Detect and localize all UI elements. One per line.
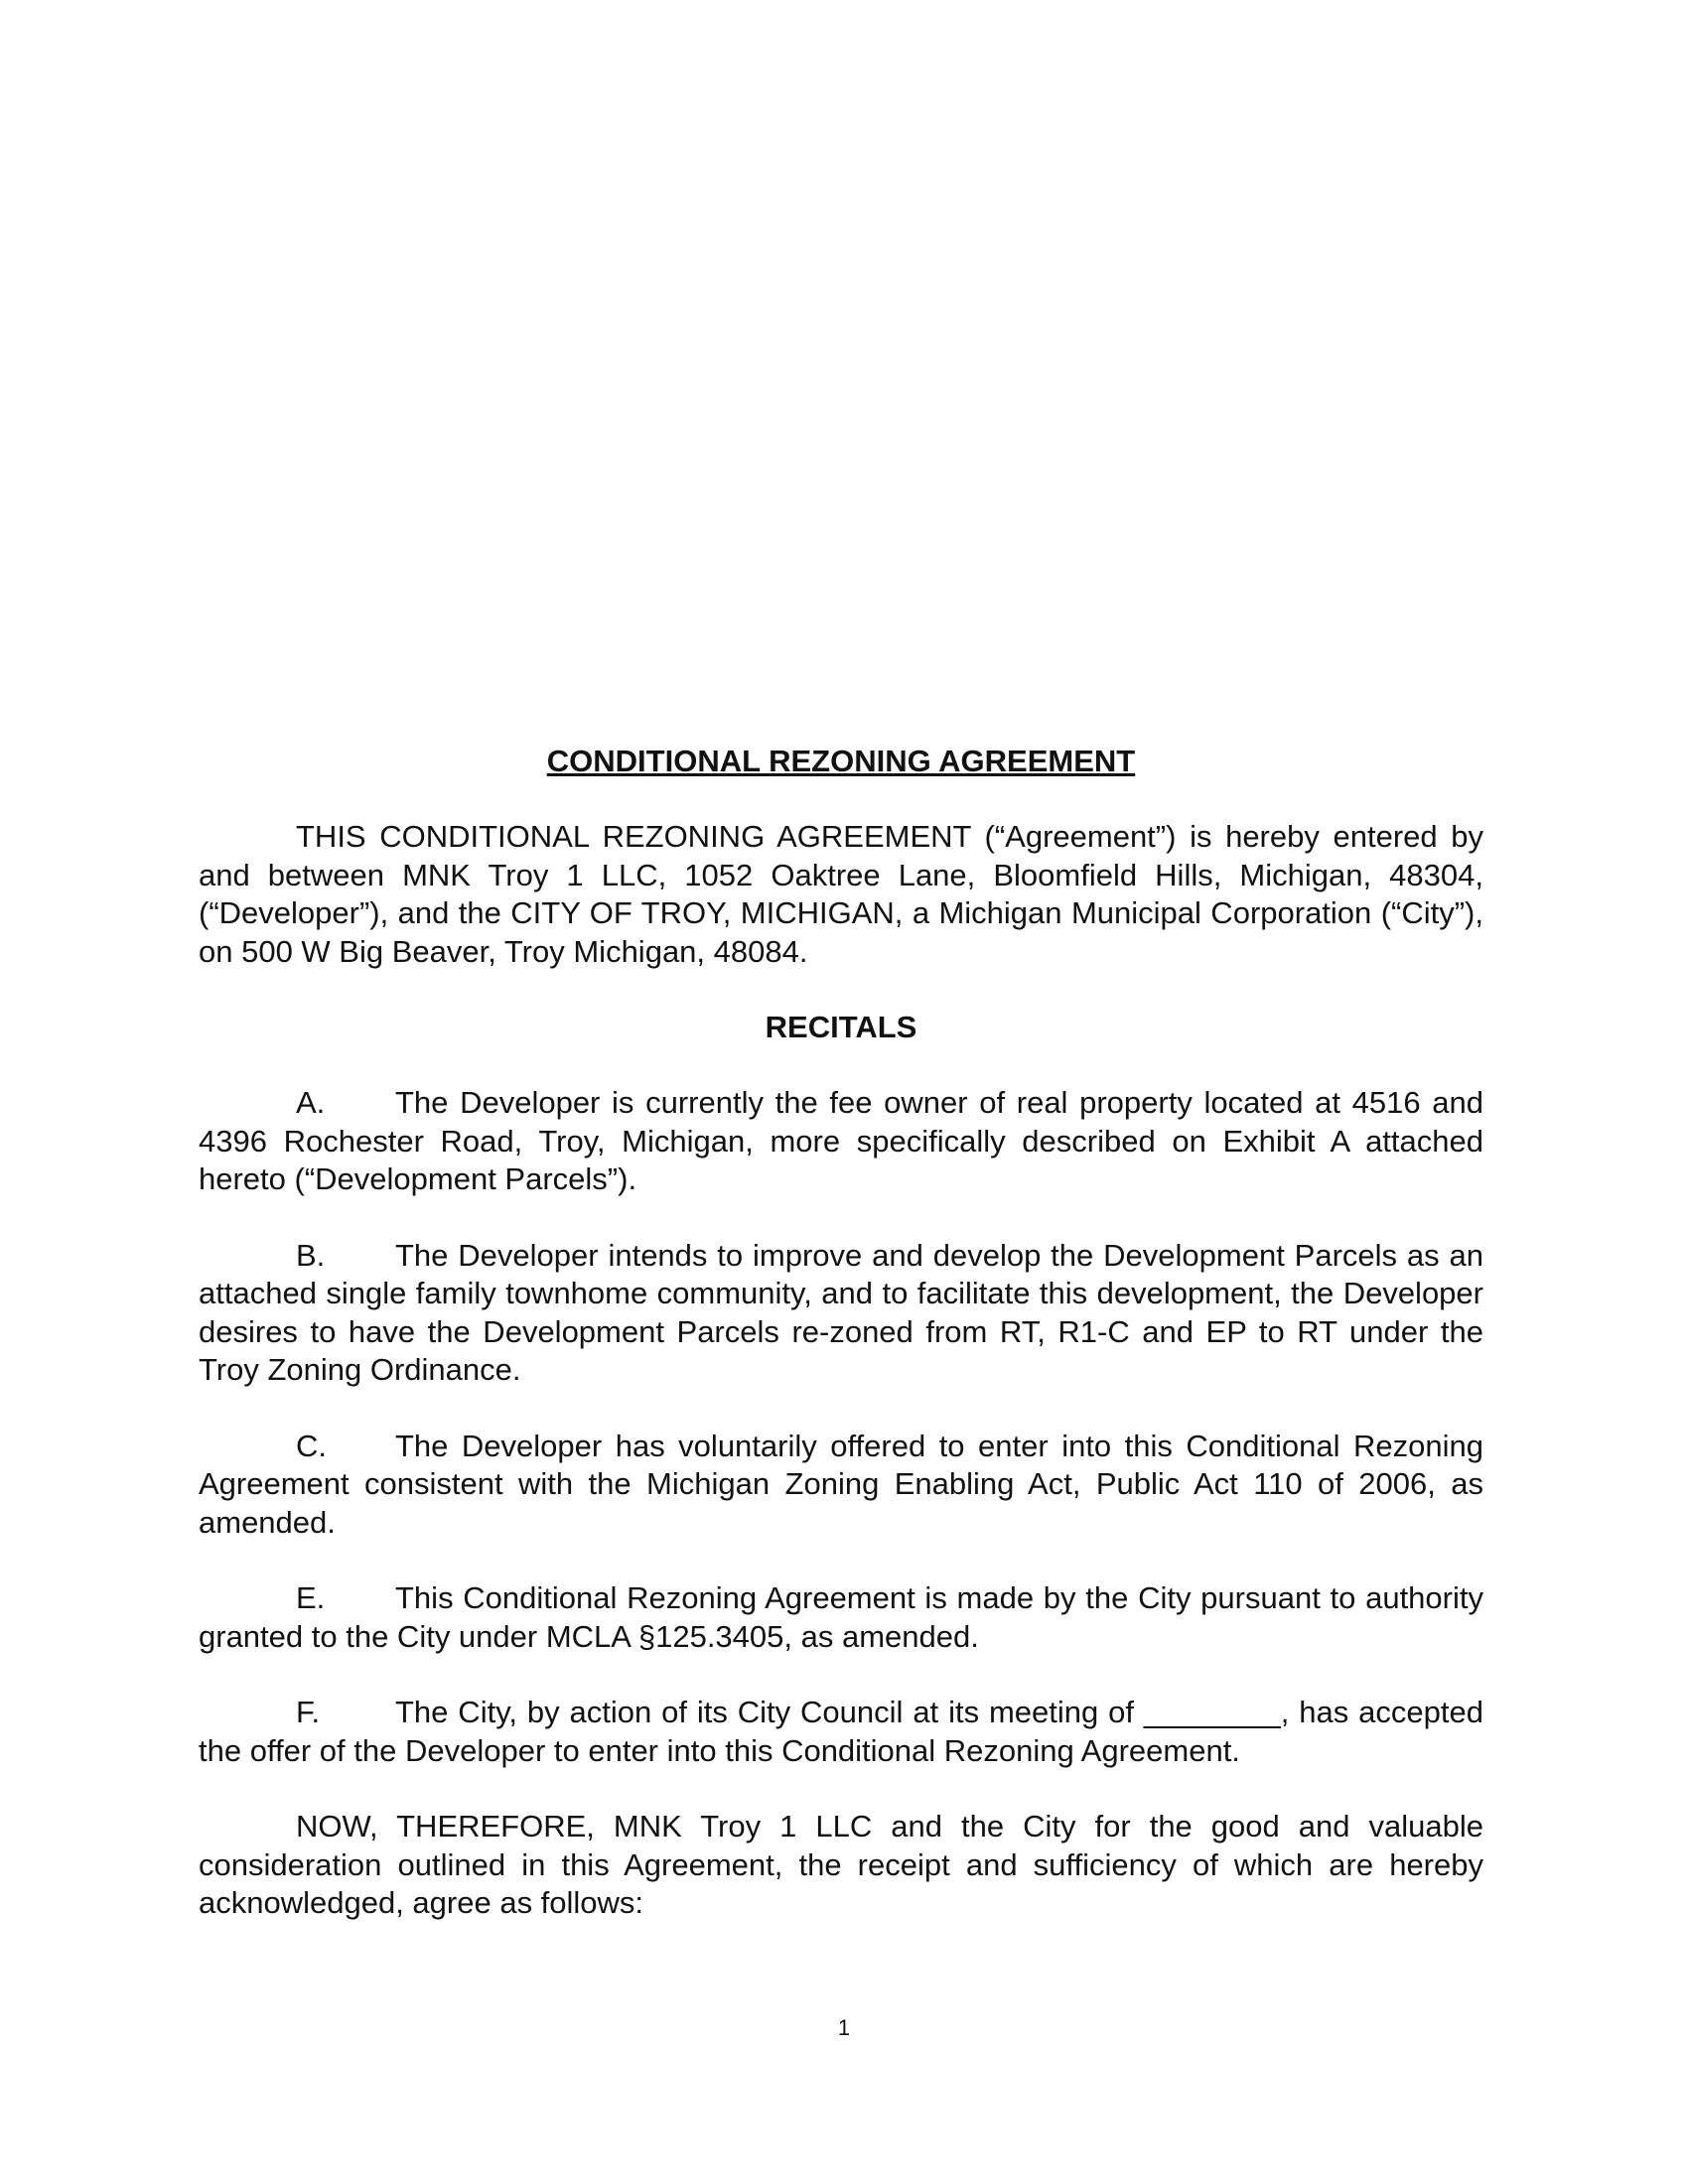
recital-letter: A.	[296, 1085, 326, 1120]
recital-text: The City, by action of its City Council at its meeting of ________, has accepted the offer of the Developer to enter into this Conditional Rezoning Agreement.	[199, 1695, 1483, 1768]
recital-text: This Conditional Rezoning Agreement is made by the City pursuant to authority granted to the City under MCLA §125.3405, as amended.	[199, 1580, 1483, 1654]
recital-e	[199, 1579, 1483, 1656]
document-body	[199, 743, 1483, 1923]
recitals-heading: RECITALS	[765, 1010, 917, 1044]
recital-text: The Developer is currently the fee owner of real property located at 4516 and 4396 Rochester Road, Troy, Michigan, more specifically described on Exhibit A attached hereto (“Development Parcels”).	[199, 1085, 1483, 1196]
recital-f	[199, 1694, 1483, 1770]
intro-paragraph: THIS CONDITIONAL REZONING AGREEMENT (“Agreement”) is hereby entered by and between MNK Troy 1 LLC, 1052 Oaktree Lane, Bloomfield Hills, Michigan, 48304, (“Developer”), and the CITY OF TROY, MICHIGAN, a Michigan Municipal Corporation (“City”), on 500 W Big Beaver, Troy Michigan, 48084.	[199, 819, 1483, 969]
recital-c	[199, 1428, 1483, 1543]
recital-text: The Developer has voluntarily offered to enter into this Conditional Rezoning Agreement consistent with the Michigan Zoning Enabling Act, Public Act 110 of 2006, as amended.	[199, 1428, 1483, 1540]
recital-letter: B.	[296, 1237, 326, 1273]
recital-letter: C.	[296, 1428, 327, 1463]
recital-text: The Developer intends to improve and develop the Development Parcels as an attached single family townhome community, and to facilitate this development, the Developer desires to have the Development Parcels re-zoned from RT, R1-C and EP to RT under the Troy Zoning Ordinance.	[199, 1237, 1483, 1387]
recital-a	[199, 1084, 1483, 1199]
page-number: 1	[837, 2015, 851, 2040]
document-title: CONDITIONAL REZONING AGREEMENT	[546, 744, 1136, 778]
closing-paragraph: NOW, THEREFORE, MNK Troy 1 LLC and the City for the good and valuable consideration outlined in this Agreement, the receipt and sufficiency of which are hereby acknowledged, agree as follows:	[199, 1809, 1483, 1920]
recital-letter: F.	[296, 1695, 321, 1729]
recital-b	[199, 1237, 1483, 1390]
recital-letter: E.	[296, 1580, 326, 1615]
